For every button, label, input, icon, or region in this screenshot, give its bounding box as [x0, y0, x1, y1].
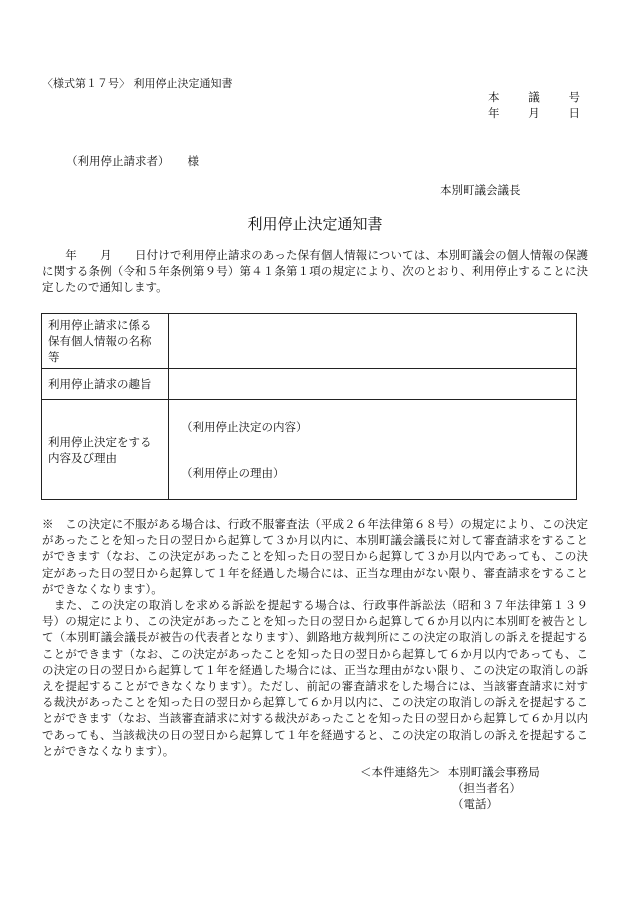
body-paragraph: 年 月 日付けで利用停止請求のあった保有個人情報については、本別町議会の個人情報の保護に関する条例（令和５年条例第９号）第４１条第１項の規定により、次のとおり、利用停止することに決定したので通知します。	[42, 248, 588, 295]
table-row	[42, 314, 577, 369]
page-title: 利用停止決定通知書	[247, 215, 383, 233]
row3-value	[169, 400, 577, 500]
row1-value	[169, 314, 577, 369]
document-number	[488, 89, 580, 105]
date-year: 年	[488, 106, 500, 120]
row2-value	[169, 369, 577, 400]
notes	[42, 516, 588, 759]
notes-paragraph-1: ※ この決定に不服がある場合は、行政不服審査法（平成２６年法律第６８号）の規定により、この決定があったことを知った日の翌日から起算して３か月以内に、本別町議会議長に対して審査請求をすることができます（なお、この決定があったことを知った日の翌日から起算して３か月以内であっても、この決定があった日の翌日から起算して１年を経過した場合には、正当な理由がない限り、審査請求をすることができなくなります）。	[42, 517, 588, 596]
contact-block	[360, 764, 540, 813]
addressee-name: （利用停止請求者）	[66, 154, 170, 168]
row3-label: 利用停止決定をする内容及び理由	[42, 400, 169, 500]
sender: 本別町議会議長	[440, 183, 521, 197]
contact-label: ＜本件連絡先＞	[360, 765, 441, 779]
decision-content-label: （利用停止決定の内容）	[181, 419, 308, 434]
contact-person: （担当者名）	[452, 781, 521, 796]
addressee	[66, 153, 199, 169]
document-date	[488, 105, 580, 121]
contact-phone: （電話）	[452, 797, 498, 812]
docno-part-1: 本	[488, 90, 500, 104]
info-table	[41, 313, 577, 500]
date-day: 日	[568, 106, 580, 120]
decision-reason-label: （利用停止の理由）	[181, 465, 285, 480]
body-text	[42, 247, 588, 296]
contact-office: 本別町議会事務局	[447, 765, 540, 779]
table-row	[42, 369, 577, 400]
addressee-honorific: 様	[187, 154, 199, 168]
date-month: 月	[528, 106, 540, 120]
row1-label: 利用停止請求に係る保有個人情報の名称等	[42, 314, 169, 369]
docno-part-2: 議	[528, 90, 540, 104]
docno-part-3: 号	[568, 90, 580, 104]
contact-line-office	[360, 764, 540, 780]
form-label: 〈様式第１７号〉 利用停止決定通知書	[42, 77, 233, 90]
row2-label: 利用停止請求の趣旨	[42, 369, 169, 400]
table-row	[42, 400, 577, 500]
notes-paragraph-2: また、この決定の取消しを求める訴訟を提起する場合は、行政事件訴訟法（昭和３７年法律第１３９号）の規定により、この決定があったことを知った日の翌日から起算して６か月以内に本別町を被告として（本別町議会議長が被告の代表者となります）、釧路地方裁判所にこの決定の取消しの訴えを提起することができます（なお、この決定があったことを知った日の翌日から起算して６か月以内であっても、この決定の日の翌日から起算して１年を経過した場合には、正当な理由がない限り、この決定の取消しの訴えを提起することができなくなります）。ただし、前記の審査請求をした場合には、当該審査請求に対する裁決があったことを知った日の翌日から起算して６か月以内に、この決定の取消しの訴えを提起することができます（なお、当該審査請求に対する裁決があったことを知った日の翌日から起算して６か月以内であっても、当該裁決の日の翌日から起算して１年を経過すると、この決定の取消しの訴えを提起することができなくなります）。	[42, 598, 588, 758]
